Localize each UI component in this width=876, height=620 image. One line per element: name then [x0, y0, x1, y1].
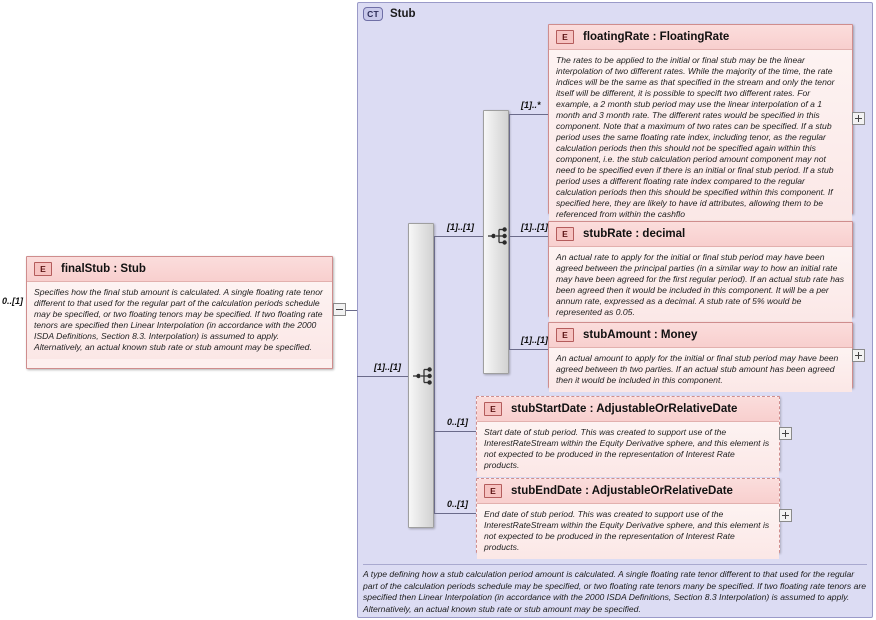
cardinality-stubStartDate: 0..[1] — [447, 417, 469, 427]
element-title-stubRate: stubRate : decimal — [583, 228, 686, 240]
element-badge-icon: E — [556, 30, 574, 44]
cardinality-stubRate: [1]..[1] — [521, 222, 548, 232]
element-documentation-finalStub: Specifies how the final stub amount is calculated. A single floating rate tenor different to that used for the regular part of the calculation periods schedule may be specified, or two floating tenors may be specified. If two floating rate tenors are specified then Linear Interpolation (in accordance with the 2000 ISDA Definitions, Section 8.3. Interpolation) is assumed to apply. Alternatively, an actual known stub rate or stub amount may be specified. — [27, 282, 332, 359]
element-header-stubStartDate — [477, 397, 779, 422]
expand-toggle-stubAmount[interactable] — [852, 349, 865, 362]
element-badge-icon: E — [484, 402, 502, 416]
connector-to-stubAmount — [509, 349, 548, 350]
plus-icon-v — [858, 115, 859, 122]
element-header-stubRate — [549, 222, 852, 247]
element-box-stubStartDate[interactable] — [476, 396, 780, 471]
plus-icon-v — [785, 512, 786, 519]
element-box-stubEndDate[interactable] — [476, 478, 780, 553]
element-documentation-stubStartDate: Start date of stub period. This was created to support use of the InterestRateStream within the Equity Derivative sphere, and this element is not expected to be produced in the representation of Interest Rate products. — [477, 422, 779, 477]
cardinality-stubAmount: [1]..[1] — [521, 335, 548, 345]
element-badge-icon: E — [556, 227, 574, 241]
element-title-floatingRate: floatingRate : FloatingRate — [583, 31, 730, 43]
element-title-stubEndDate: stubEndDate : AdjustableOrRelativeDate — [511, 485, 733, 497]
element-documentation-stubEndDate: End date of stub period. This was created to support use of the InterestRateStream within the Equity Derivative sphere, and this element is not expected to be produced in the representation of Interest Rate products. — [477, 504, 779, 559]
minus-icon — [336, 309, 343, 310]
expand-toggle-stubStartDate[interactable] — [779, 427, 792, 440]
complextype-header — [363, 7, 416, 21]
element-box-stubAmount[interactable] — [548, 322, 853, 388]
element-box-finalStub[interactable] — [26, 256, 333, 369]
element-documentation-stubRate: An actual rate to apply for the initial or final stub period may have been agreed between the principal parties (in a similar way to how an initial rate may have been agreed for the first regular period). If an actual stub rate has been agreed then it would be included in this component. It will be a per annum rate, expressed as a decimal. A stub rate of 5% would be represented as 0.05. — [549, 247, 852, 324]
plus-icon-v — [858, 352, 859, 359]
cardinality-inner-group: [1]..[1] — [447, 222, 474, 232]
element-title-stubStartDate: stubStartDate : AdjustableOrRelativeDate — [511, 403, 738, 415]
sequence-compositor-icon-inner[interactable] — [487, 226, 509, 246]
element-badge-icon: E — [484, 484, 502, 498]
connector-inner-vertical-down — [509, 236, 510, 349]
expand-toggle-stubEndDate[interactable] — [779, 509, 792, 522]
complextype-documentation: A type defining how a stub calculation period amount is calculated. A single floating rate tenor different to that used for the regular part of the calculation periods schedule may be specified, or two floating rate tenors many be specified. If two floating rate tenors are specified then Linear Interpolation (in accordance with the 2000 ISDA Definitions, Section 8.3 Interpolation) is assumed to apply. Alternatively, an actual known stub rate or stub amount may be specified. — [363, 564, 867, 615]
element-documentation-stubAmount: An actual amount to apply for the initial or final stub period may have been agreed between th two parties. If an actual stub amount has been agreed then it would be included in this component. — [549, 348, 852, 392]
element-header-stubEndDate — [477, 479, 779, 504]
element-header-stubAmount — [549, 323, 852, 348]
element-badge-icon: E — [556, 328, 574, 342]
complextype-title: Stub — [390, 8, 416, 20]
connector-finalStub-to-container — [346, 310, 357, 311]
element-header-finalStub — [27, 257, 332, 282]
connector-to-stubRate — [509, 236, 548, 237]
connector-outer-vertical-up — [434, 236, 435, 376]
element-box-stubRate[interactable] — [548, 221, 853, 317]
connector-to-stubEndDate — [434, 513, 476, 514]
connector-to-stubStartDate — [434, 431, 476, 432]
connector-into-outer-sequence — [357, 376, 410, 377]
connector-inner-vertical-up — [509, 114, 510, 236]
cardinality-outer-sequence: [1]..[1] — [374, 362, 401, 372]
connector-outer-vertical-2 — [434, 376, 435, 513]
collapse-toggle-finalStub[interactable] — [333, 303, 346, 316]
element-title-stubAmount: stubAmount : Money — [583, 329, 698, 341]
cardinality-finalStub: 0..[1] — [2, 296, 24, 306]
element-badge-icon: E — [34, 262, 52, 276]
connector-to-floatingRate — [509, 114, 548, 115]
sequence-compositor-icon-outer[interactable] — [412, 366, 434, 386]
element-documentation-floatingRate: The rates to be applied to the initial or final stub may be the linear interpolation of two different rates. While the majority of the time, the rate indices will be the same as that specified in the stream and only the tenor itself will be different, it is possible to specift two different rates. For example, a 2 month stub period may use the linear interpolation of a 1 month and 3 month rate. The different rates would be specified in this component. Note that a maximum of two rates can be specified. If a stub period uses the same floating rate index, including tenor, as the regular calculation periods then this should not be specified again within this component, i.e. the stub calculation period amount component may not need to be specified even if there is an initial or final stub period. If a stub period uses a different floating rate index compared to the regular calculation periods then this should be specified within this component. If specified here, they are likely to have id attributes, allowing them to be referenced from within the cashflo — [549, 50, 852, 226]
complextype-badge-icon: CT — [363, 7, 383, 21]
plus-icon-v — [785, 430, 786, 437]
cardinality-floatingRate: [1]..* — [521, 100, 541, 110]
connector-to-inner-group — [434, 236, 483, 237]
element-box-floatingRate[interactable] — [548, 24, 853, 219]
cardinality-stubEndDate: 0..[1] — [447, 499, 469, 509]
element-title-finalStub: finalStub : Stub — [61, 263, 146, 275]
element-header-floatingRate — [549, 25, 852, 50]
expand-toggle-floatingRate[interactable] — [852, 112, 865, 125]
